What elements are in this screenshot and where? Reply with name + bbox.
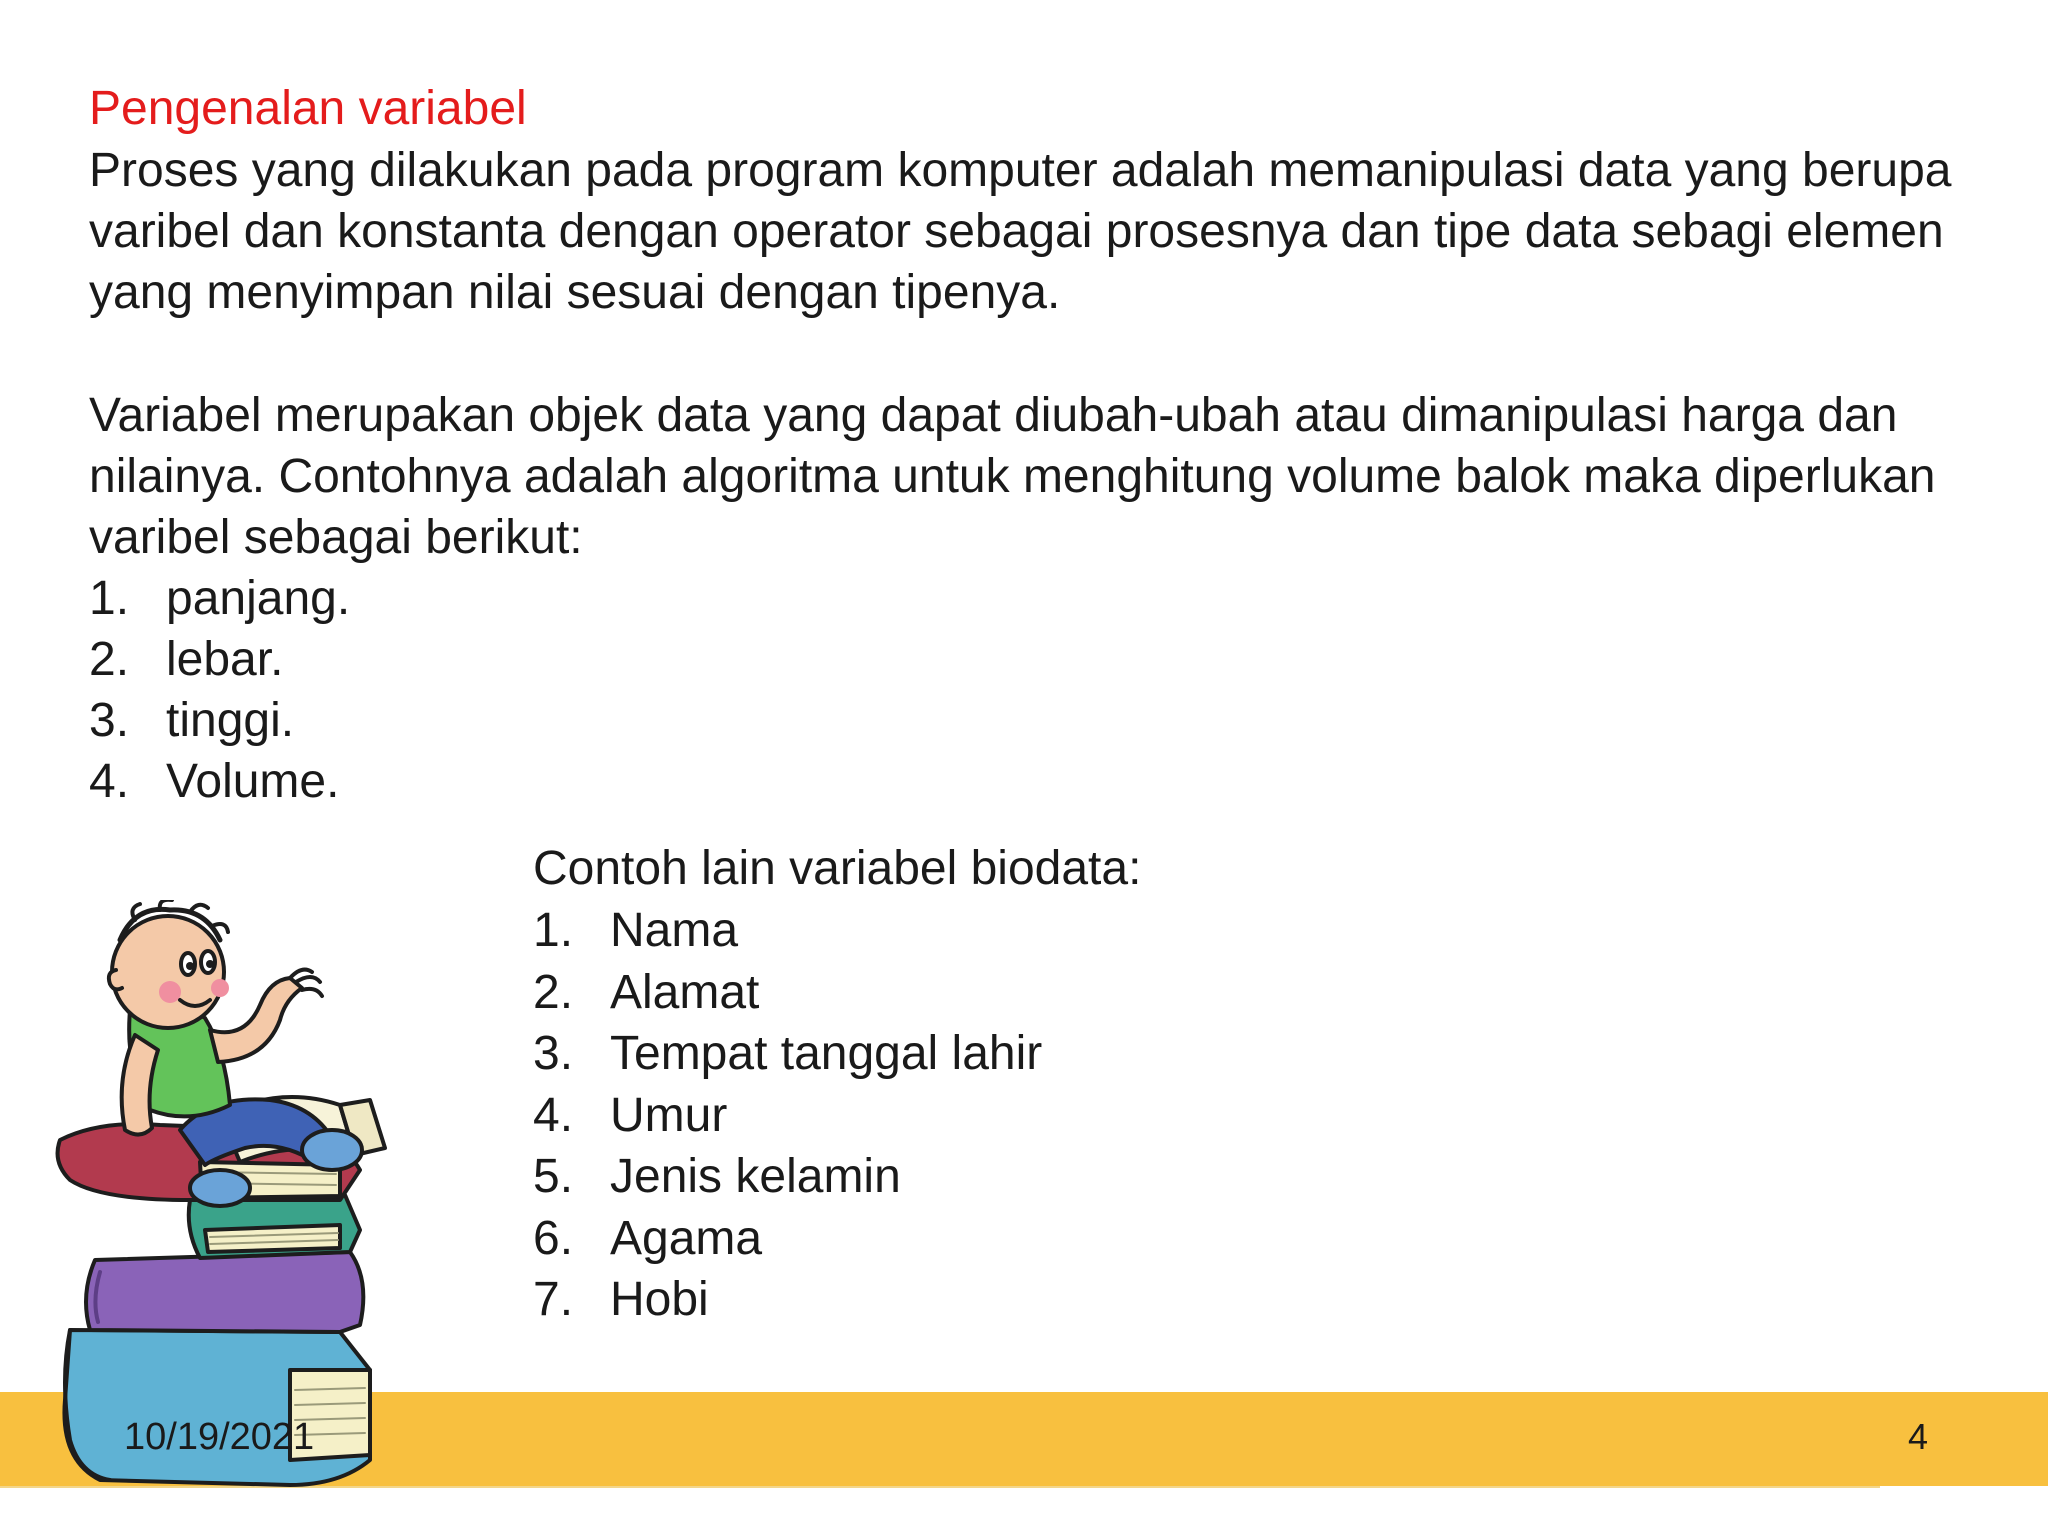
list-item-number: 2. (89, 633, 130, 686)
list-item-number: 3. (89, 694, 130, 747)
list-item-text: Volume. (166, 755, 340, 808)
list-item-number: 6. (533, 1211, 574, 1265)
list-item (89, 690, 1969, 751)
list-item-text: Alamat (610, 965, 760, 1019)
list-item-text: panjang. (166, 572, 351, 625)
list-item-text: Hobi (610, 1273, 709, 1326)
list-item-number: 2. (533, 965, 574, 1019)
slide-body (89, 78, 1969, 812)
list-item (533, 962, 1433, 1024)
variable-definition-paragraph: Variabel merupakan objek data yang dapat diubah-ubah atau dimanipulasi harga dan nilainya. Contohnya adalah algoritma untuk menghitung volume balok maka diperlukan varibel sebagai berikut: (89, 389, 1936, 564)
list-item-text: Nama (610, 904, 739, 957)
intro-paragraph: Proses yang dilakukan pada program komputer adalah memanipulasi data yang berupa varibel dan konstanta dengan operator sebagai prosesnya dan tipe data sebagi elemen yang menyimpan nilai sesuai dengan tipenya. (89, 144, 1952, 319)
list-item (533, 1085, 1433, 1147)
list-item-text: Agama (610, 1211, 763, 1265)
list-item (533, 1023, 1433, 1085)
footer-date: 10/19/2021 (124, 1416, 315, 1458)
page-number: 4 (1907, 1416, 1928, 1457)
balok-variable-list (89, 568, 1969, 812)
list-item (533, 1269, 1433, 1331)
list-item-number: 1. (89, 572, 130, 625)
list-item-number: 4. (533, 1088, 574, 1142)
list-item-number: 4. (89, 755, 130, 808)
slide-title: Pengenalan variabel (89, 82, 527, 135)
list-item-number: 1. (533, 904, 574, 957)
list-item-number: 5. (533, 1150, 574, 1203)
list-item (89, 568, 1969, 629)
list-item (89, 751, 1969, 812)
biodata-variable-list (533, 900, 1433, 1331)
biodata-section (533, 838, 1433, 1331)
list-item (533, 900, 1433, 962)
list-item-text: Jenis kelamin (610, 1150, 901, 1203)
list-item (533, 1208, 1433, 1270)
list-item-text: Umur (610, 1088, 728, 1142)
list-item (533, 1146, 1433, 1208)
biodata-heading: Contoh lain variabel biodata: (533, 842, 1142, 895)
list-item-number: 3. (533, 1027, 574, 1080)
list-item (89, 629, 1969, 690)
list-item-number: 7. (533, 1273, 574, 1326)
list-item-text: lebar. (166, 633, 284, 686)
list-item-text: tinggi. (166, 694, 295, 747)
boy-on-books-icon (40, 900, 480, 1490)
list-item-text: Tempat tanggal lahir (610, 1027, 1043, 1080)
